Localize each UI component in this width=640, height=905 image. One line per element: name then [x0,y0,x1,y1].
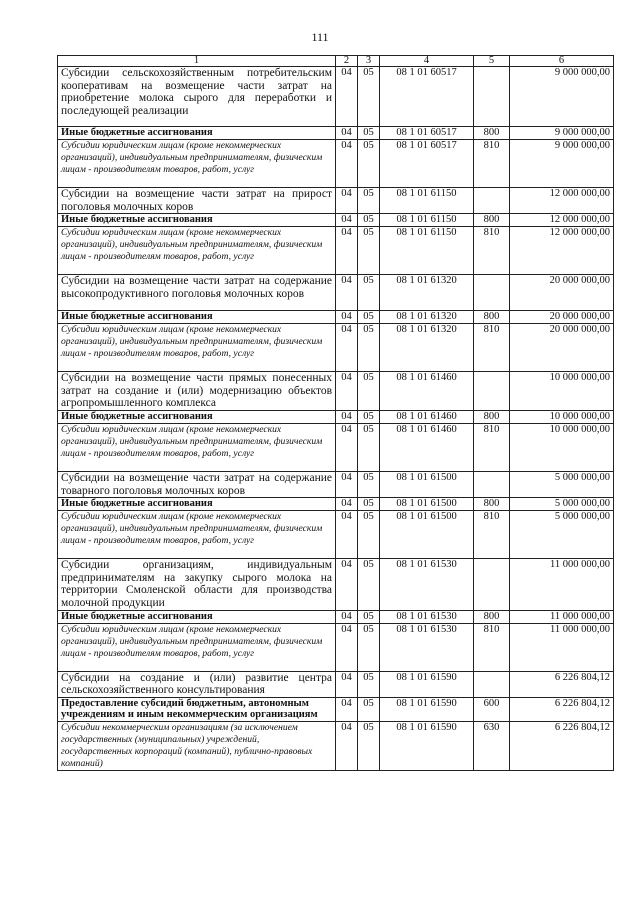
expense-type-cell: 800 [474,498,510,511]
subsection-code-cell: 05 [358,410,380,423]
table-row [58,214,614,227]
subsection-code-cell: 05 [358,721,380,770]
subsection-code-cell: 05 [358,697,380,721]
row-name-cell: Субсидии организациям, индивидуальным предпринимателям на закупку сырого молока на территории Смоленской области для производства молочной продукции [58,559,336,610]
table-row [58,511,614,559]
expense-type-cell: 810 [474,324,510,372]
expense-type-cell: 810 [474,140,510,188]
table-row [58,471,614,497]
row-name-cell: Субсидии юридическим лицам (кроме некоммерческих организаций), индивидуальным предпринимателям, физическим лицам - производителям товаров, работ, услуг [58,423,336,471]
amount-cell: 9 000 000,00 [510,67,614,127]
header-col-6: 6 [510,56,614,67]
row-name-cell: Иные бюджетные ассигнования [58,127,336,140]
row-name-cell: Иные бюджетные ассигнования [58,410,336,423]
header-col-3: 3 [358,56,380,67]
target-article-cell: 08 1 01 60517 [380,140,474,188]
expense-type-cell: 800 [474,410,510,423]
table-row [58,610,614,623]
subsection-code-cell: 05 [358,188,380,214]
row-name-cell: Иные бюджетные ассигнования [58,311,336,324]
subsection-code-cell: 05 [358,127,380,140]
table-row [58,311,614,324]
section-code-cell: 04 [336,311,358,324]
section-code-cell: 04 [336,623,358,671]
subsection-code-cell: 05 [358,423,380,471]
target-article-cell: 08 1 01 60517 [380,127,474,140]
row-name-cell: Субсидии юридическим лицам (кроме некоммерческих организаций), индивидуальным предпринимателям, физическим лицам - производителям товаров, работ, услуг [58,140,336,188]
target-article-cell: 08 1 01 61460 [380,410,474,423]
target-article-cell: 08 1 01 61530 [380,559,474,610]
section-code-cell: 04 [336,67,358,127]
row-name-cell: Субсидии на возмещение части прямых понесенных затрат на создание и (или) модернизацию объектов агропромышленного комплекса [58,372,336,411]
target-article-cell: 08 1 01 61150 [380,227,474,275]
expense-type-cell [474,275,510,311]
subsection-code-cell: 05 [358,140,380,188]
section-code-cell: 04 [336,423,358,471]
expense-type-cell [474,559,510,610]
subsection-code-cell: 05 [358,471,380,497]
expense-type-cell: 600 [474,697,510,721]
amount-cell: 5 000 000,00 [510,471,614,497]
expense-type-cell [474,67,510,127]
amount-cell: 20 000 000,00 [510,311,614,324]
target-article-cell: 08 1 01 61320 [380,311,474,324]
section-code-cell: 04 [336,410,358,423]
amount-cell: 12 000 000,00 [510,188,614,214]
expense-type-cell: 810 [474,423,510,471]
section-code-cell: 04 [336,214,358,227]
amount-cell: 6 226 804,12 [510,697,614,721]
subsection-code-cell: 05 [358,227,380,275]
section-code-cell: 04 [336,671,358,697]
row-name-cell: Субсидии юридическим лицам (кроме некоммерческих организаций), индивидуальным предпринимателям, физическим лицам - производителям товаров, работ, услуг [58,324,336,372]
subsection-code-cell: 05 [358,498,380,511]
subsection-code-cell: 05 [358,623,380,671]
table-row [58,410,614,423]
table-row [58,67,614,127]
amount-cell: 10 000 000,00 [510,410,614,423]
section-code-cell: 04 [336,498,358,511]
table-row [58,275,614,311]
section-code-cell: 04 [336,697,358,721]
amount-cell: 20 000 000,00 [510,324,614,372]
section-code-cell: 04 [336,324,358,372]
table-row [58,671,614,697]
subsection-code-cell: 05 [358,67,380,127]
expense-type-cell: 800 [474,127,510,140]
amount-cell: 5 000 000,00 [510,498,614,511]
table-row [58,559,614,610]
expense-type-cell: 810 [474,227,510,275]
section-code-cell: 04 [336,227,358,275]
section-code-cell: 04 [336,372,358,411]
amount-cell: 9 000 000,00 [510,127,614,140]
target-article-cell: 08 1 01 61590 [380,671,474,697]
amount-cell: 10 000 000,00 [510,423,614,471]
amount-cell: 6 226 804,12 [510,721,614,770]
section-code-cell: 04 [336,511,358,559]
expense-type-cell: 810 [474,623,510,671]
section-code-cell: 04 [336,127,358,140]
target-article-cell: 08 1 01 60517 [380,67,474,127]
amount-cell: 12 000 000,00 [510,227,614,275]
row-name-cell: Субсидии некоммерческим организациям (за исключением государственных (муниципальных) учреждений, государственных корпораций (компаний), публично-правовых компаний) [58,721,336,770]
expense-type-cell [474,188,510,214]
header-col-1: 1 [58,56,336,67]
subsection-code-cell: 05 [358,559,380,610]
target-article-cell: 08 1 01 61320 [380,324,474,372]
row-name-cell: Иные бюджетные ассигнования [58,498,336,511]
page-number: 111 [311,30,329,44]
subsection-code-cell: 05 [358,311,380,324]
target-article-cell: 08 1 01 61150 [380,214,474,227]
table-row [58,188,614,214]
target-article-cell: 08 1 01 61500 [380,471,474,497]
header-col-4: 4 [380,56,474,67]
table-row [58,140,614,188]
target-article-cell: 08 1 01 61500 [380,498,474,511]
row-name-cell: Субсидии на возмещение части затрат на прирост поголовья молочных коров [58,188,336,214]
subsection-code-cell: 05 [358,610,380,623]
expense-type-cell: 800 [474,214,510,227]
target-article-cell: 08 1 01 61530 [380,610,474,623]
target-article-cell: 08 1 01 61590 [380,721,474,770]
row-name-cell: Иные бюджетные ассигнования [58,214,336,227]
amount-cell: 11 000 000,00 [510,610,614,623]
subsection-code-cell: 05 [358,324,380,372]
header-col-5: 5 [474,56,510,67]
amount-cell: 20 000 000,00 [510,275,614,311]
expense-type-cell [474,372,510,411]
row-name-cell: Предоставление субсидий бюджетным, автономным учреждениям и иным некоммерческим организациям [58,697,336,721]
row-name-cell: Иные бюджетные ассигнования [58,610,336,623]
section-code-cell: 04 [336,559,358,610]
row-name-cell: Субсидии на возмещение части затрат на содержание высокопродуктивного поголовья молочных коров [58,275,336,311]
table-row [58,697,614,721]
expense-type-cell: 630 [474,721,510,770]
expense-type-cell [474,671,510,697]
subsection-code-cell: 05 [358,214,380,227]
subsection-code-cell: 05 [358,372,380,411]
section-code-cell: 04 [336,610,358,623]
subsection-code-cell: 05 [358,275,380,311]
amount-cell: 11 000 000,00 [510,559,614,610]
row-name-cell: Субсидии на возмещение части затрат на содержание товарного поголовья молочных коров [58,471,336,497]
subsection-code-cell: 05 [358,511,380,559]
expense-type-cell: 800 [474,311,510,324]
amount-cell: 9 000 000,00 [510,140,614,188]
target-article-cell: 08 1 01 61530 [380,623,474,671]
row-name-cell: Субсидии на создание и (или) развитие центра сельскохозяйственного консультирования [58,671,336,697]
header-row [58,56,614,67]
table-row [58,127,614,140]
table-row [58,623,614,671]
table-row [58,324,614,372]
section-code-cell: 04 [336,188,358,214]
amount-cell: 5 000 000,00 [510,511,614,559]
expense-type-cell: 800 [474,610,510,623]
budget-table [57,55,614,771]
table-row [58,721,614,770]
target-article-cell: 08 1 01 61460 [380,372,474,411]
section-code-cell: 04 [336,140,358,188]
subsection-code-cell: 05 [358,671,380,697]
amount-cell: 6 226 804,12 [510,671,614,697]
section-code-cell: 04 [336,721,358,770]
amount-cell: 11 000 000,00 [510,623,614,671]
expense-type-cell: 810 [474,511,510,559]
section-code-cell: 04 [336,275,358,311]
section-code-cell: 04 [336,471,358,497]
row-name-cell: Субсидии юридическим лицам (кроме некоммерческих организаций), индивидуальным предпринимателям, физическим лицам - производителям товаров, работ, услуг [58,227,336,275]
table-row [58,372,614,411]
target-article-cell: 08 1 01 61590 [380,697,474,721]
expense-type-cell [474,471,510,497]
target-article-cell: 08 1 01 61460 [380,423,474,471]
table-row [58,423,614,471]
amount-cell: 10 000 000,00 [510,372,614,411]
target-article-cell: 08 1 01 61500 [380,511,474,559]
amount-cell: 12 000 000,00 [510,214,614,227]
row-name-cell: Субсидии юридическим лицам (кроме некоммерческих организаций), индивидуальным предпринимателям, физическим лицам - производителям товаров, работ, услуг [58,511,336,559]
row-name-cell: Субсидии юридическим лицам (кроме некоммерческих организаций), индивидуальным предпринимателям, физическим лицам - производителям товаров, работ, услуг [58,623,336,671]
header-col-2: 2 [336,56,358,67]
target-article-cell: 08 1 01 61320 [380,275,474,311]
table-row [58,498,614,511]
target-article-cell: 08 1 01 61150 [380,188,474,214]
table-row [58,227,614,275]
row-name-cell: Субсидии сельскохозяйственным потребительским кооперативам на возмещение части затрат на приобретение молока сырого для переработки и последующей реализации [58,67,336,127]
